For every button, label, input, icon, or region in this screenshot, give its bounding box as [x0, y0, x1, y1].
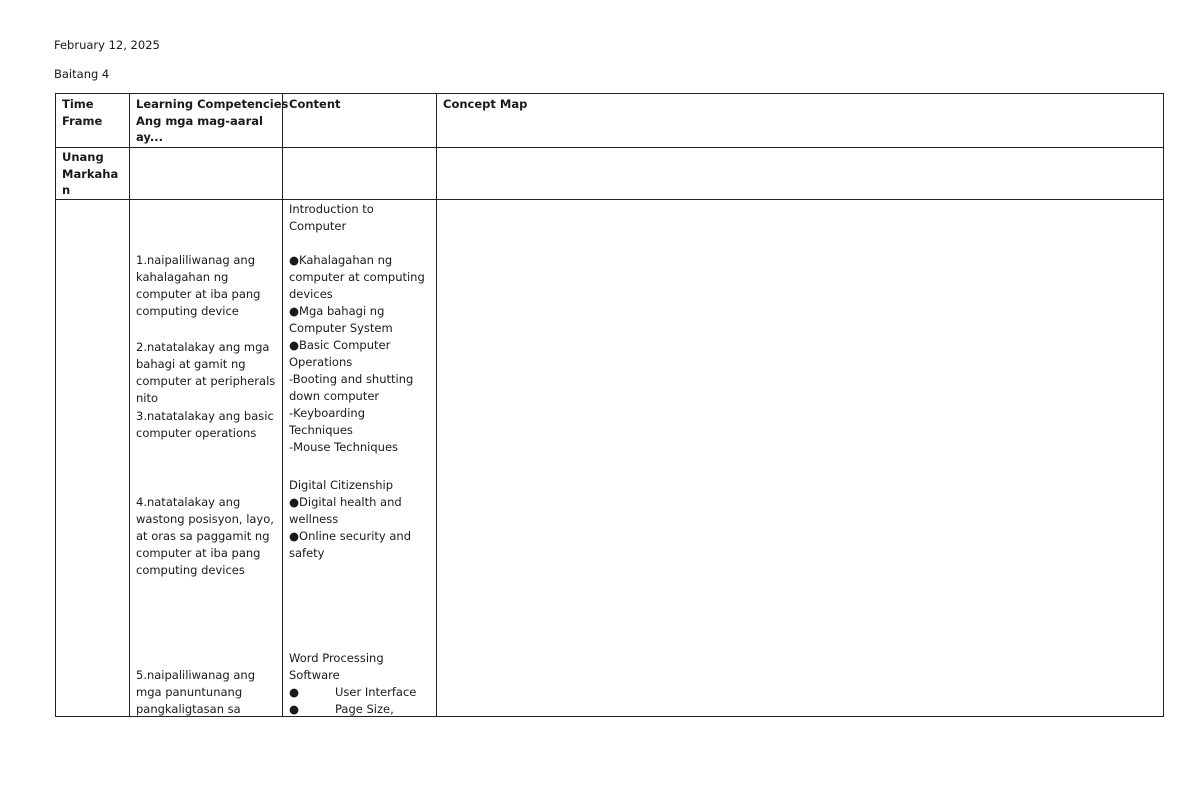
competency-3: 3.natatalakay ang basic computer operations: [136, 409, 274, 440]
header-learning-competencies: Learning Competencies Ang mga mag-aaral ay...: [136, 97, 289, 144]
competency-1: 1.naipaliliwanag ang kahalagahan ng computer at iba pang computing device: [136, 253, 261, 318]
header-content: Content: [289, 97, 341, 111]
column-divider: [282, 94, 283, 716]
curriculum-table: [55, 93, 1164, 717]
header-time-frame: Time Frame: [62, 97, 103, 128]
column-divider: [129, 94, 130, 716]
quarter-label: Unang Markaha n: [62, 150, 119, 197]
bullet-item: ● Page Size,: [289, 702, 394, 716]
content-word-processing: Word Processing Software ● User Interface ● Page Size,: [289, 651, 417, 716]
competency-5: 5.naipaliliwanag ang mga panuntunang pangkaligtasan sa: [136, 668, 256, 716]
grade-level: Baitang 4: [54, 67, 110, 81]
column-divider: [436, 94, 437, 716]
bullet-item: ● User Interface: [289, 685, 417, 699]
competency-2: 2.natatalakay ang mga bahagi at gamit ng computer at peripherals nito: [136, 340, 276, 405]
bullet-icon: ●: [289, 702, 300, 716]
document-date: February 12, 2025: [54, 38, 160, 52]
content-digital-citizenship: Digital Citizenship ●Digital health and wellness ●Online security and safety: [289, 478, 411, 560]
content-computer-topics: ●Kahalagahan ng computer at computing devices ●Mga bahagi ng Computer System ●Basic Computer Operations -Booting and shutting down computer -Keyboarding Techniques -Mouse Techniques: [289, 253, 425, 454]
row-divider: [56, 199, 1163, 200]
content-introduction: Introduction to Computer: [289, 202, 374, 233]
competency-4: 4.natatalakay ang wastong posisyon, layo, at oras sa paggamit ng computer at iba pang computing devices: [136, 495, 274, 577]
header-concept-map: Concept Map: [443, 97, 528, 111]
row-divider: [56, 147, 1163, 148]
bullet-icon: ●: [289, 685, 300, 699]
